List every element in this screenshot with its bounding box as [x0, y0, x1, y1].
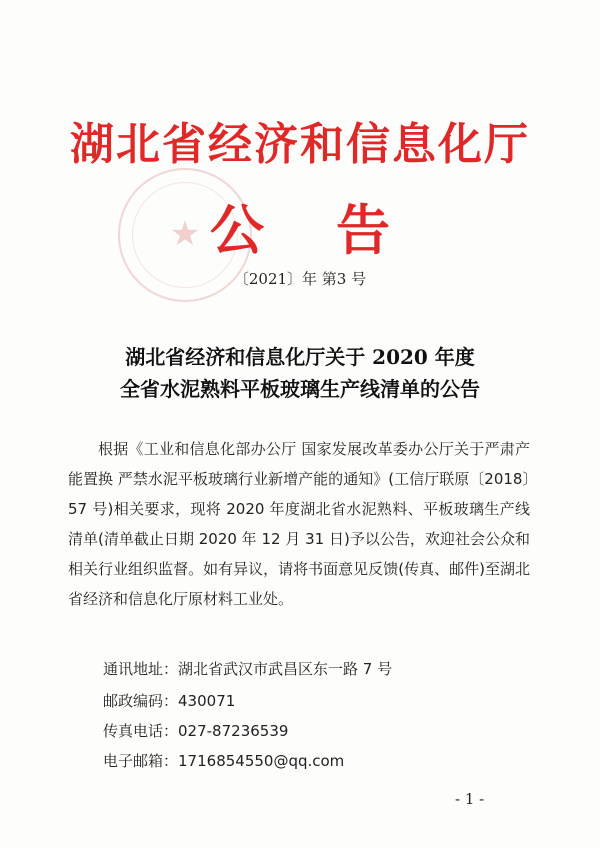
contact-address: [103, 658, 392, 679]
fax-value: 027-87236539: [178, 722, 289, 740]
issuer-name: 湖北省经济和信息化厅: [70, 119, 530, 170]
postcode-value: 430071: [178, 692, 236, 710]
fax-label: 传真电话：: [103, 722, 179, 740]
postcode-label: 邮政编码：: [103, 692, 179, 710]
announcement-title-line-1: 湖北省经济和信息化厅关于 2020 年度: [125, 345, 475, 369]
document-type-heading: [0, 188, 600, 265]
seal-star-icon: ★: [169, 214, 201, 254]
page-number: - 1 -: [455, 790, 485, 808]
email-label: 电子邮箱：: [103, 752, 179, 770]
doc-type-char-2: 告: [336, 198, 390, 262]
email-value: 1716854550@qq.com: [178, 752, 345, 770]
address-value: 湖北省武汉市武昌区东一路 7 号: [178, 660, 393, 678]
contact-email: [103, 750, 344, 771]
contact-postcode: [103, 690, 235, 711]
document-number: 〔2021〕年 第3 号: [233, 270, 367, 288]
doc-type-char-1: 公: [210, 198, 264, 262]
announcement-title-line-2: 全省水泥熟料平板玻璃生产线清单的公告: [120, 377, 480, 401]
address-label: 通讯地址：: [103, 660, 179, 678]
contact-fax: [103, 720, 288, 741]
body-paragraph: 根据《工业和信息化部办公厅 国家发展改革委办公厅关于严肃产能置换 严禁水泥平板玻璃行业新增产能的通知》(工信厅联原〔2018〕57 号)相关要求，现将 2020 年度湖北省水泥熟料、平板玻璃生产线清单(清单截止日期 2020 年 12 月 31 日)予以公告，欢迎社会公众和相关行业组织监督。如有异议，请将书面意见反馈(传真、邮件)至湖北省经济和信息化厅原材料工业处。: [68, 440, 530, 608]
